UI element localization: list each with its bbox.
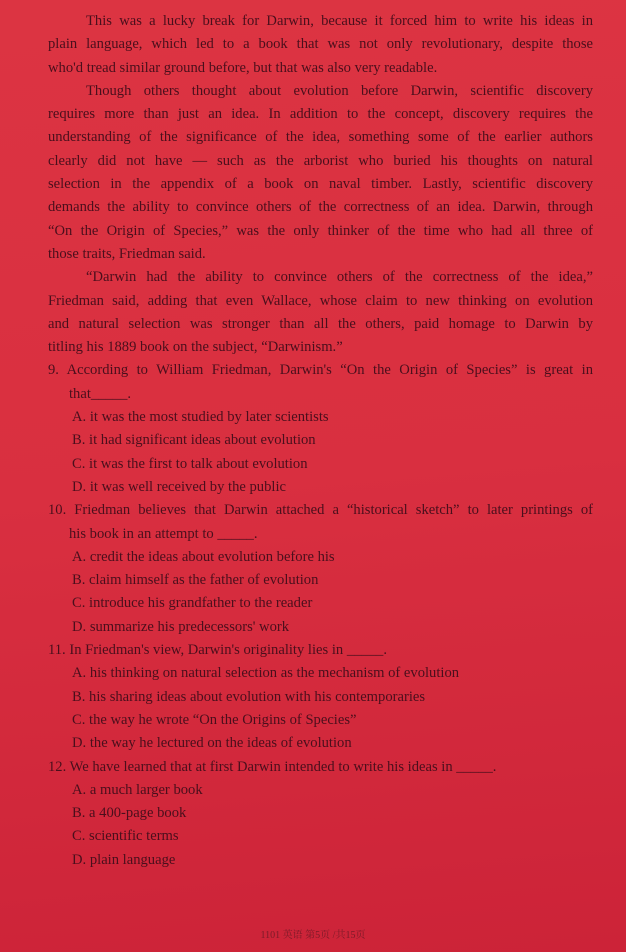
paragraph-line: titling his 1889 book on the subject, “Darwinism.” — [48, 339, 343, 356]
paragraph-line: requires more than just an idea. In addition to the concept, discovery requires the — [48, 106, 593, 123]
answer-option: C. the way he wrote “On the Origins of Species” — [72, 711, 357, 728]
answer-option: C. it was the first to talk about evolution — [72, 455, 308, 472]
paragraph-line: selection in the appendix of a book on naval timber. Lastly, scientific discovery — [48, 176, 593, 193]
answer-option: C. introduce his grandfather to the reader — [72, 595, 313, 612]
question-stem: 9. According to William Friedman, Darwin's “On the Origin of Species” is great in — [48, 362, 593, 379]
paragraph-line: “On the Origin of Species,” was the only thinker of the time who had all three of — [48, 222, 593, 239]
answer-option: D. summarize his predecessors' work — [72, 618, 290, 635]
paragraph-line: plain language, which led to a book that was not only revolutionary, despite those — [48, 36, 593, 53]
answer-option: A. it was the most studied by later scientists — [72, 409, 329, 426]
answer-option: A. credit the ideas about evolution before his — [72, 548, 335, 565]
paragraph-line: those traits, Friedman said. — [48, 245, 206, 262]
answer-option: B. it had significant ideas about evolution — [72, 432, 316, 449]
paragraph-line: understanding of the significance of the idea, something some of the earlier authors — [48, 129, 593, 146]
answer-option: B. his sharing ideas about evolution with his contemporaries — [72, 688, 426, 705]
question-stem: his book in an attempt to _____. — [69, 525, 258, 542]
paragraph-line: who'd tread similar ground before, but that was also very readable. — [48, 59, 438, 76]
answer-option: A. a much larger book — [72, 781, 203, 798]
answer-option: D. it was well received by the public — [72, 478, 286, 495]
paragraph-line: Though others thought about evolution before Darwin, scientific discovery — [86, 82, 593, 99]
answer-option: C. scientific terms — [72, 828, 179, 845]
paragraph-line: and natural selection was stronger than all the others, paid homage to Darwin by — [48, 315, 593, 332]
question-stem: 12. We have learned that at first Darwin intended to write his ideas in _____. — [48, 758, 497, 775]
answer-option: B. claim himself as the father of evolution — [72, 572, 319, 589]
question-stem: 10. Friedman believes that Darwin attached a “historical sketch” to later printings of — [48, 502, 593, 519]
paragraph-line: “Darwin had the ability to convince others of the correctness of the idea,” — [86, 269, 593, 286]
paragraph-line: Friedman said, adding that even Wallace, whose claim to new thinking on evolution — [48, 292, 593, 309]
page-footer: 1101 英语 第5页 /共15页 — [260, 930, 366, 941]
question-stem: that_____. — [69, 385, 132, 402]
answer-option: A. his thinking on natural selection as the mechanism of evolution — [72, 665, 460, 682]
paragraph-line: demands the ability to convince others of the correctness of an idea. Darwin, through — [48, 199, 593, 216]
paragraph-line: This was a lucky break for Darwin, because it forced him to write his ideas in — [86, 13, 593, 29]
paragraph-line: clearly did not have — such as the arborist who buried his thoughts on natural — [48, 152, 593, 169]
answer-option: D. plain language — [72, 851, 176, 868]
question-stem: 11. In Friedman's view, Darwin's originality lies in _____. — [48, 642, 387, 659]
answer-option: D. the way he lectured on the ideas of evolution — [72, 735, 352, 752]
answer-option: B. a 400-page book — [72, 805, 187, 822]
document-page — [48, 10, 593, 872]
